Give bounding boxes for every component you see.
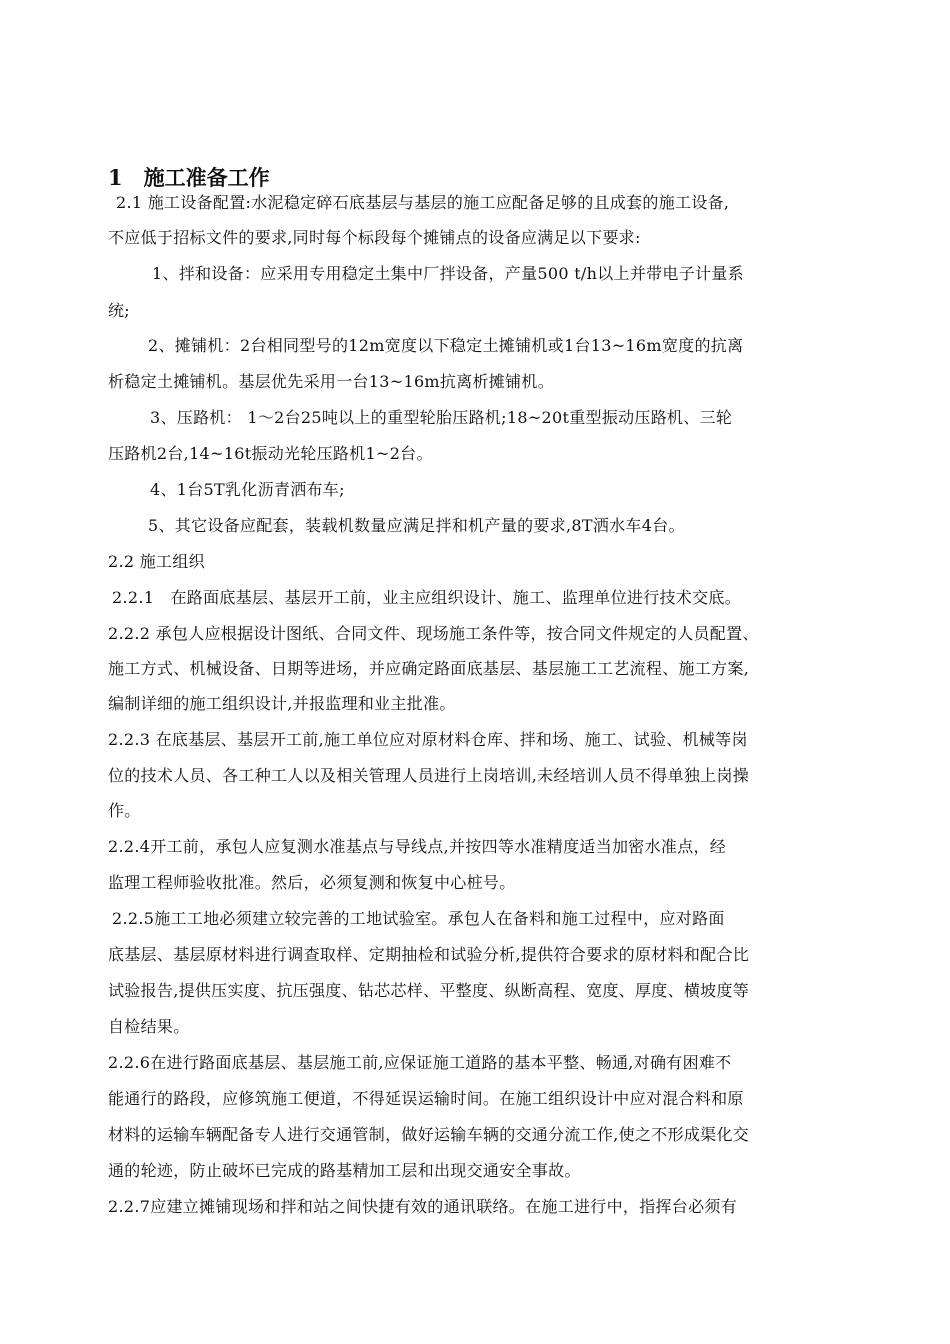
- paragraph-line: 2.2.7应建立摊铺现场和拌和站之间快捷有效的通讯联络。在施工进行中，指挥台必须有: [108, 1197, 738, 1216]
- paragraph-line: 统;: [108, 301, 130, 320]
- paragraph-line: 3、压路机： 1～2台25吨以上的重型轮胎压路机;18~20t重型振动压路机、三轮: [150, 408, 733, 427]
- paragraph-line: 压路机2台,14~16t振动光轮压路机1~2台。: [108, 444, 433, 463]
- subsection-heading: 2.2 施工组织: [108, 552, 205, 571]
- paragraph-line: 2.2.6在进行路面底基层、基层施工前,应保证施工道路的基本平整、畅通,对确有困难不: [108, 1053, 732, 1072]
- paragraph-line: 位的技术人员、各工种工人以及相关管理人员进行上岗培训,未经培训人员不得单独上岗操: [108, 766, 750, 785]
- paragraph-line: 通的轮迹，防止破坏已完成的路基精加工层和出现交通安全事故。: [108, 1161, 581, 1180]
- paragraph-line: 能通行的路段，应修筑施工便道，不得延误运输时间。在施工组织设计中应对混合料和原: [108, 1089, 744, 1108]
- section-heading: 1 施工准备工作: [108, 165, 270, 190]
- paragraph-line: 析稳定土摊铺机。基层优先采用一台13~16m抗离析摊铺机。: [108, 372, 554, 391]
- paragraph-line: 2.2.4开工前，承包人应复测水准基点与导线点,并按四等水准精度适当加密水准点，经: [108, 837, 727, 856]
- paragraph-line: 试验报告,提供压实度、抗压强度、钻芯芯样、平整度、纵断高程、宽度、厚度、横坡度等: [108, 981, 750, 1000]
- paragraph-line: 2.2.1 在路面底基层、基层开工前，业主应组织设计、施工、监理单位进行技术交底。: [112, 588, 742, 607]
- paragraph-line: 施工方式、机械设备、日期等进场，并应确定路面底基层、基层施工工艺流程、施工方案,: [108, 659, 750, 678]
- paragraph-line: 2.2.5施工工地必须建立较完善的工地试验室。承包人在备料和施工过程中，应对路面: [112, 909, 725, 928]
- paragraph-line: 底基层、基层原材料进行调查取样、定期抽检和试验分析,提供符合要求的原材料和配合比: [108, 945, 750, 964]
- paragraph-line: 2.2.2 承包人应根据设计图纸、合同文件、现场施工条件等，按合同文件规定的人员配置、: [108, 624, 759, 643]
- paragraph-line: 1、拌和设备：应采用专用稳定土集中厂拌设备，产量500 t/h以上并带电子计量系: [152, 264, 744, 283]
- paragraph-line: 监理工程师验收批准。然后，必须复测和恢复中心桩号。: [108, 873, 516, 892]
- paragraph-line: 材料的运输车辆配备专人进行交通管制，做好运输车辆的交通分流工作,使之不形成渠化交: [108, 1125, 750, 1144]
- paragraph-line: 2、摊铺机：2台相同型号的12m宽度以下稳定土摊铺机或1台13~16m宽度的抗离: [148, 336, 744, 355]
- paragraph-line: 2.2.3 在底基层、基层开工前,施工单位应对原材料仓库、拌和场、施工、试验、机械等岗: [108, 730, 748, 749]
- paragraph-line: 自检结果。: [108, 1017, 190, 1036]
- paragraph-line: 5、其它设备应配套，装载机数量应满足拌和机产量的要求,8T洒水车4台。: [148, 516, 685, 535]
- paragraph-line: 2.1 施工设备配置:水泥稳定碎石底基层与基层的施工应配备足够的且成套的施工设备,: [116, 193, 730, 212]
- paragraph-line: 不应低于招标文件的要求,同时每个标段每个摊铺点的设备应满足以下要求:: [108, 228, 641, 247]
- paragraph-line: 4、1台5T乳化沥青洒布车;: [150, 480, 345, 499]
- paragraph-line: 编制详细的施工组织设计,并报监理和业主批准。: [108, 694, 456, 713]
- paragraph-line: 作。: [108, 801, 141, 820]
